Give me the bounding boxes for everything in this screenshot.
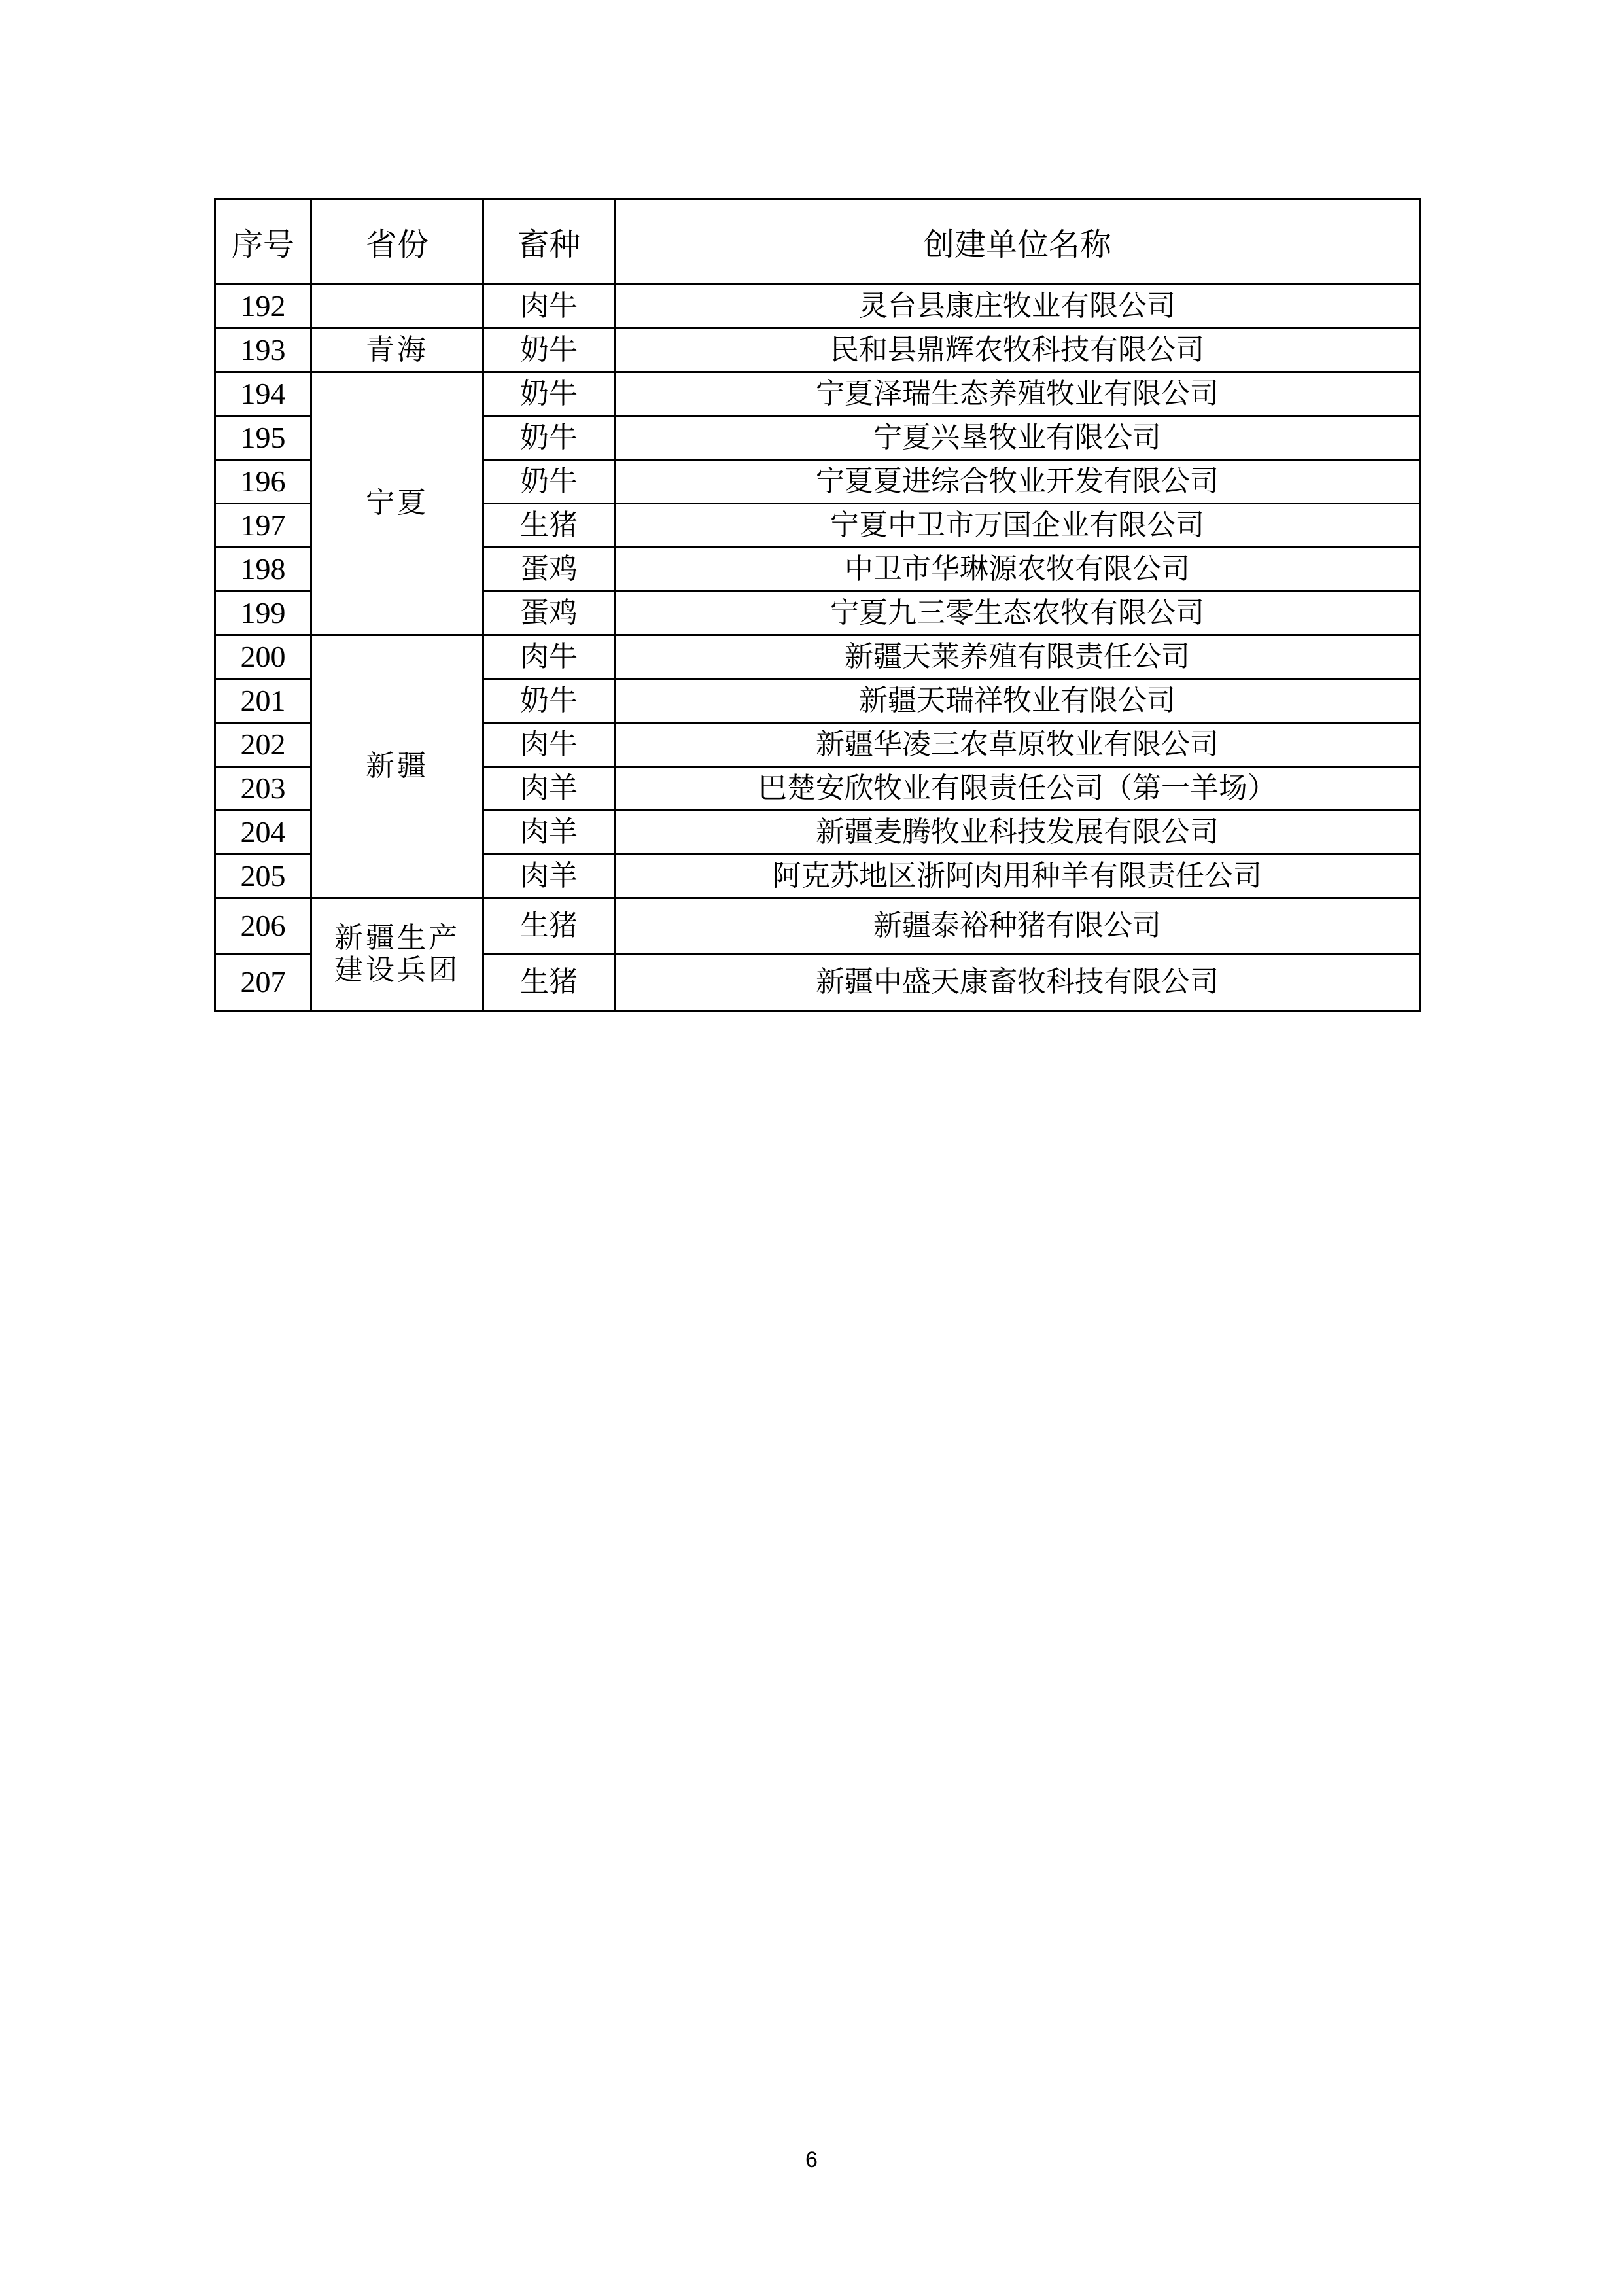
province-line: 新疆生产 <box>334 921 460 955</box>
row-name: 宁夏夏进综合牧业开发有限公司 <box>615 460 1420 504</box>
header-name: 创建单位名称 <box>615 199 1420 285</box>
row-species: 肉牛 <box>483 635 615 679</box>
row-species: 肉牛 <box>483 723 615 767</box>
row-no: 192 <box>215 285 311 328</box>
row-no: 202 <box>215 723 311 767</box>
row-name: 宁夏九三零生态农牧有限公司 <box>615 592 1420 635</box>
row-no: 198 <box>215 548 311 592</box>
table-header-row <box>215 199 1420 285</box>
row-no: 206 <box>215 898 311 955</box>
row-name: 宁夏中卫市万国企业有限公司 <box>615 504 1420 548</box>
row-name: 中卫市华琳源农牧有限公司 <box>615 548 1420 592</box>
province-line: 建设兵团 <box>334 953 460 987</box>
row-species: 蛋鸡 <box>483 548 615 592</box>
enterprise-table <box>214 198 1421 1012</box>
row-species: 生猪 <box>483 955 615 1011</box>
row-name: 新疆麦腾牧业科技发展有限公司 <box>615 811 1420 855</box>
table-row <box>215 635 1420 679</box>
row-species: 奶牛 <box>483 416 615 460</box>
row-no: 207 <box>215 955 311 1011</box>
row-species: 奶牛 <box>483 328 615 372</box>
row-name: 新疆天莱养殖有限责任公司 <box>615 635 1420 679</box>
row-name: 新疆中盛天康畜牧科技有限公司 <box>615 955 1420 1011</box>
row-no: 199 <box>215 592 311 635</box>
header-province: 省份 <box>311 199 483 285</box>
row-species: 奶牛 <box>483 679 615 723</box>
row-no: 204 <box>215 811 311 855</box>
row-name: 宁夏泽瑞生态养殖牧业有限公司 <box>615 372 1420 416</box>
row-name: 巴楚安欣牧业有限责任公司（第一羊场） <box>615 767 1420 811</box>
province-cell <box>311 898 483 1011</box>
province-cell: 宁夏 <box>311 372 483 635</box>
table-row <box>215 372 1420 416</box>
row-no: 196 <box>215 460 311 504</box>
row-name: 宁夏兴垦牧业有限公司 <box>615 416 1420 460</box>
row-no: 205 <box>215 855 311 898</box>
row-species: 生猪 <box>483 898 615 955</box>
header-no: 序号 <box>215 199 311 285</box>
row-no: 195 <box>215 416 311 460</box>
row-species: 奶牛 <box>483 460 615 504</box>
row-no: 200 <box>215 635 311 679</box>
row-species: 蛋鸡 <box>483 592 615 635</box>
page-number: 6 <box>805 2147 818 2172</box>
row-name: 新疆天瑞祥牧业有限公司 <box>615 679 1420 723</box>
table-row <box>215 898 1420 955</box>
row-no: 194 <box>215 372 311 416</box>
province-cell: 青海 <box>311 328 483 372</box>
row-name: 新疆泰裕种猪有限公司 <box>615 898 1420 955</box>
row-name: 阿克苏地区浙阿肉用种羊有限责任公司 <box>615 855 1420 898</box>
row-no: 193 <box>215 328 311 372</box>
row-species: 奶牛 <box>483 372 615 416</box>
table-row <box>215 285 1420 328</box>
row-name: 灵台县康庄牧业有限公司 <box>615 285 1420 328</box>
row-no: 203 <box>215 767 311 811</box>
table-row <box>215 328 1420 372</box>
header-species: 畜种 <box>483 199 615 285</box>
row-no: 197 <box>215 504 311 548</box>
row-species: 肉羊 <box>483 767 615 811</box>
row-species: 肉牛 <box>483 285 615 328</box>
row-species: 肉羊 <box>483 855 615 898</box>
province-cell-empty <box>311 285 483 328</box>
row-species: 肉羊 <box>483 811 615 855</box>
province-cell: 新疆 <box>311 635 483 898</box>
row-name: 民和县鼎辉农牧科技有限公司 <box>615 328 1420 372</box>
row-name: 新疆华凌三农草原牧业有限公司 <box>615 723 1420 767</box>
row-species: 生猪 <box>483 504 615 548</box>
row-no: 201 <box>215 679 311 723</box>
